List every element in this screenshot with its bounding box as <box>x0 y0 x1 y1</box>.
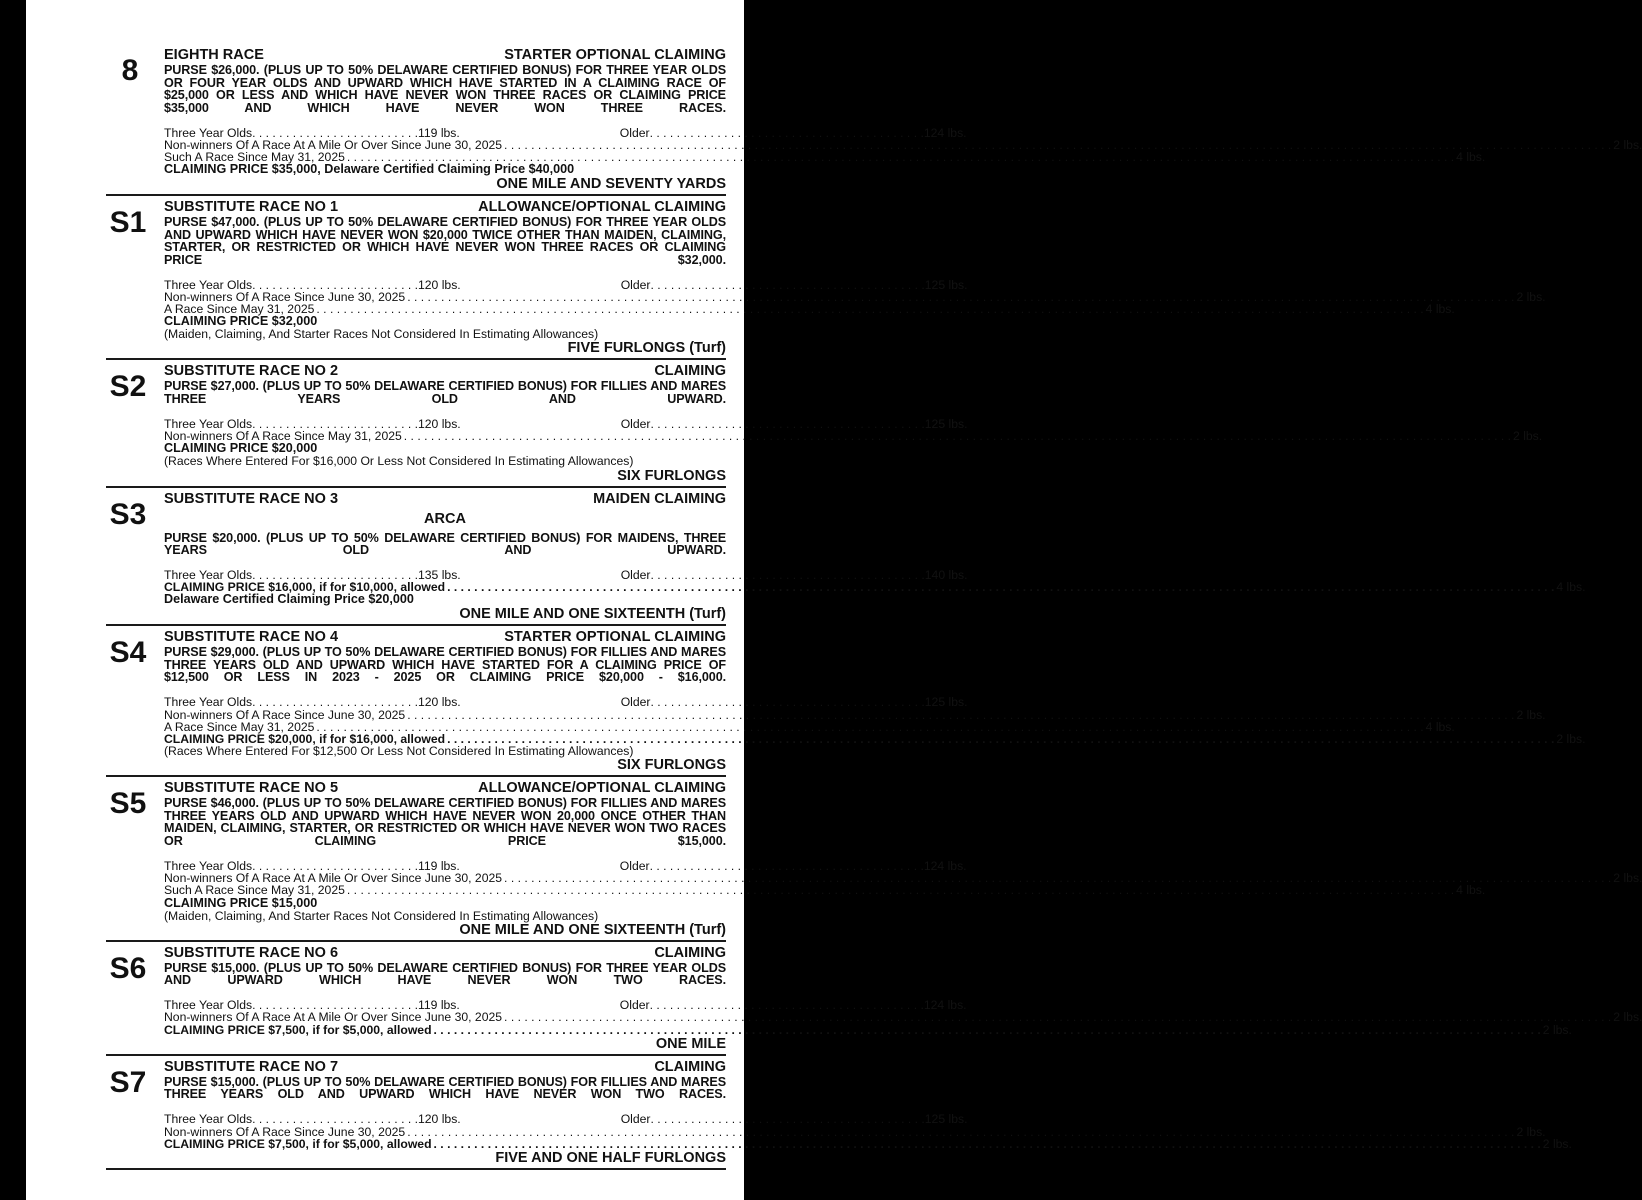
allowance-line: Non-winners Of A Race Since June 30, 2025 . . . 2 lbs. <box>164 1126 726 1138</box>
race-number: S5 <box>109 787 147 821</box>
race-title: SUBSTITUTE RACE NO 3 <box>164 490 339 507</box>
claiming-price: CLAIMING PRICE $32,000 <box>164 314 318 329</box>
race-header <box>164 47 726 64</box>
allowance-line: Non-winners Of A Race Since June 30, 2025 . . . 2 lbs. <box>164 291 726 303</box>
claiming-price: CLAIMING PRICE $7,500, if for $5,000, allowed . . . 2 lbs. <box>164 1024 726 1036</box>
race-distance: SIX FURLONGS <box>617 467 726 484</box>
weight-line: Three Year Olds . . . 120 lbs. Older . . . 125 lbs. <box>164 418 726 430</box>
race-title: SUBSTITUTE RACE NO 5 <box>164 780 339 797</box>
weight-line: Three Year Olds . . . 120 lbs. Older . . . 125 lbs. <box>164 279 726 291</box>
weight-line: Three Year Olds . . . 135 lbs. Older . . . 140 lbs. <box>164 569 726 581</box>
allowance-note: (Races Where Entered For $12,500 Or Less Not Considered In Estimating Allowances) <box>164 744 634 759</box>
purse-conditions: PURSE $27,000. (PLUS UP TO 50% DELAWARE CERTIFIED BONUS) FOR FILLIES AND MARES THREE YEARS OLD AND UPWARD. <box>164 379 726 406</box>
race-header <box>164 491 726 508</box>
race-header <box>164 363 726 380</box>
allowance-note: (Races Where Entered For $16,000 Or Less Not Considered In Estimating Allowances) <box>164 454 634 469</box>
race-header <box>164 1059 726 1076</box>
race-title: SUBSTITUTE RACE NO 7 <box>164 1058 339 1075</box>
weight-label-older: Older <box>619 125 650 140</box>
condition-book-page <box>26 0 1642 1200</box>
allowance-line: A Race Since May 31, 2025 . . . 4 lbs. <box>164 721 726 733</box>
purse-conditions: PURSE $47,000. (PLUS UP TO 50% DELAWARE CERTIFIED BONUS) FOR THREE YEAR OLDS AND UPWARD WHICH HAVE NEVER WON $20,000 TWICE OTHER THAN MAIDEN, CLAIMING, STARTER, OR RESTRICTED OR WHICH HAVE NEVER WON THREE RACES OR CLAIMING PRICE $32,000. <box>164 215 726 267</box>
weight-line: Three Year Olds . . . 120 lbs. Older . . . 125 lbs. <box>164 1113 726 1125</box>
race-number: 8 <box>121 54 139 87</box>
purse-conditions: PURSE $29,000. (PLUS UP TO 50% DELAWARE CERTIFIED BONUS) FOR FILLIES AND MARES THREE YEARS OLD AND UPWARD WHICH HAVE STARTED FOR A CLAIMING PRICE OF $12,500 OR LESS IN 2023 - 2025 OR CLAIMING PRICE $20,000 - $16,000. <box>164 645 726 685</box>
race-title: SUBSTITUTE RACE NO 1 <box>164 199 339 216</box>
race-type: STARTER OPTIONAL CLAIMING <box>504 47 726 63</box>
purse-conditions: PURSE $15,000. (PLUS UP TO 50% DELAWARE CERTIFIED BONUS) FOR THREE YEAR OLDS AND UPWARD WHICH HAVE NEVER WON TWO RACES. <box>164 960 726 988</box>
purse-conditions: PURSE $46,000. (PLUS UP TO 50% DELAWARE CERTIFIED BONUS) FOR FILLIES AND MARES THREE YEARS OLD AND UPWARD WHICH HAVE NEVER WON 20,000 ONCE OTHER THAN MAIDEN, CLAIMING, STARTER, OR RESTRICTED OR WHICH HAVE NEVER WON TWO RACES OR CLAIMING PRICE $15,000. <box>164 796 726 848</box>
race-header <box>164 945 726 962</box>
purse-conditions: PURSE $26,000. (PLUS UP TO 50% DELAWARE CERTIFIED BONUS) FOR THREE YEAR OLDS OR FOUR YEAR OLDS AND UPWARD WHICH HAVE STARTED IN A CLAIMING RACE OF $25,000 OR LESS AND WHICH HAVE NEVER WON THREE RACES OR CLAIMING PRICE $35,000 AND WHICH HAVE NEVER WON THREE RACES. <box>164 63 726 115</box>
delaware-claiming-price: Delaware Certified Claiming Price $20,000 <box>164 592 414 607</box>
claiming-price: CLAIMING PRICE $20,000 <box>164 441 318 456</box>
allowance-line: Non-winners Of A Race At A Mile Or Over Since June 30, 2025 . . . 2 lbs. <box>164 872 726 884</box>
allowance-line: Such A Race Since May 31, 2025 . . . 4 lbs. <box>164 151 726 163</box>
race-title: SUBSTITUTE RACE NO 2 <box>164 363 339 380</box>
race-type: CLAIMING <box>654 363 726 380</box>
allowance-line: A Race Since May 31, 2025 . . . 4 lbs. <box>164 303 726 315</box>
race-header <box>164 199 726 216</box>
race-block-s1 <box>106 196 1546 360</box>
allowance-line: Non-winners Of A Race At A Mile Or Over Since June 30, 2025 . . . 2 lbs. <box>164 1011 726 1023</box>
race-distance: SIX FURLONGS <box>617 757 726 774</box>
claiming-price: CLAIMING PRICE $35,000, Delaware Certified Claiming Price $40,000 <box>164 162 575 177</box>
allowance-line: Non-winners Of A Race Since June 30, 2025 . . . 2 lbs. <box>164 709 726 721</box>
race-number: S6 <box>109 951 147 985</box>
claiming-price: CLAIMING PRICE $15,000 <box>164 895 318 910</box>
race-type: STARTER OPTIONAL CLAIMING <box>504 629 726 646</box>
weight-line: Three Year Olds . . . 120 lbs. Older . . . 125 lbs. <box>164 696 726 708</box>
race-distance: ONE MILE AND ONE SIXTEENTH (Turf) <box>459 921 726 938</box>
race-header <box>164 780 726 797</box>
race-restriction: ARCA <box>424 510 466 527</box>
allowance-note: (Maiden, Claiming, And Starter Races Not Considered In Estimating Allowances) <box>164 327 599 342</box>
race-number: S2 <box>109 370 147 404</box>
race-header <box>164 629 726 646</box>
race-type: CLAIMING <box>654 1058 726 1075</box>
race-type: MAIDEN CLAIMING <box>593 490 726 507</box>
race-distance: ONE MILE AND SEVENTY YARDS <box>496 176 726 193</box>
allowance-line: Such A Race Since May 31, 2025 . . . 4 lbs. <box>164 884 726 896</box>
claiming-price: CLAIMING PRICE $20,000, if for $16,000, allowed . . . 2 lbs. <box>164 733 726 745</box>
race-block-s2 <box>106 360 1543 487</box>
race-block-s4 <box>106 626 1586 777</box>
race-number: S4 <box>109 636 147 670</box>
claiming-price: CLAIMING PRICE $16,000, if for $10,000, allowed . . . 4 lbs. <box>164 581 726 593</box>
weight-value-older: 124 lbs. <box>923 125 967 140</box>
race-block-s5 <box>106 777 1642 941</box>
race-title: SUBSTITUTE RACE NO 6 <box>164 944 339 961</box>
race-distance: FIVE AND ONE HALF FURLONGS <box>495 1149 726 1166</box>
race-type: ALLOWANCE/OPTIONAL CLAIMING <box>478 780 726 797</box>
race-block-s6 <box>106 942 1642 1056</box>
weight-line <box>164 125 967 140</box>
race-block-s7 <box>106 1056 1572 1170</box>
race-block-s3 <box>106 488 1586 627</box>
weight-value-young: 119 lbs. <box>418 125 460 140</box>
race-number: S3 <box>109 497 147 531</box>
race-type: CLAIMING <box>654 944 726 961</box>
allowance-line: Non-winners Of A Race Since May 31, 2025 . . . 2 lbs. <box>164 430 726 442</box>
allowance-note: (Maiden, Claiming, And Starter Races Not Considered In Estimating Allowances) <box>164 908 599 923</box>
race-distance: ONE MILE AND ONE SIXTEENTH (Turf) <box>459 606 726 623</box>
purse-conditions: PURSE $20,000. (PLUS UP TO 50% DELAWARE CERTIFIED BONUS) FOR MAIDENS, THREE YEARS OLD AND UPWARD. <box>164 530 726 558</box>
race-block-8 <box>106 44 1642 196</box>
race-list <box>106 44 1642 1170</box>
race-number: S1 <box>109 206 147 240</box>
race-title: SUBSTITUTE RACE NO 4 <box>164 629 339 646</box>
race-distance: FIVE FURLONGS (Turf) <box>567 340 726 357</box>
allowance-line: Non-winners Of A Race At A Mile Or Over Since June 30, 2025 . . . 2 lbs. <box>164 139 726 151</box>
claiming-price: CLAIMING PRICE $7,500, if for $5,000, allowed . . . 2 lbs. <box>164 1138 726 1150</box>
weight-line: Three Year Olds . . . 119 lbs. Older . . . 124 lbs. <box>164 860 726 872</box>
race-type: ALLOWANCE/OPTIONAL CLAIMING <box>478 199 726 216</box>
race-title: EIGHTH RACE <box>164 47 264 63</box>
race-number: S7 <box>109 1065 147 1099</box>
weight-label-young: Three Year Olds <box>164 125 253 140</box>
race-distance: ONE MILE <box>655 1035 726 1052</box>
weight-line: Three Year Olds . . . 119 lbs. Older . . . 124 lbs. <box>164 999 726 1011</box>
purse-conditions: PURSE $15,000. (PLUS UP TO 50% DELAWARE CERTIFIED BONUS) FOR FILLIES AND MARES THREE YEARS OLD AND UPWARD WHICH HAVE NEVER WON TWO RACES. <box>164 1074 726 1102</box>
